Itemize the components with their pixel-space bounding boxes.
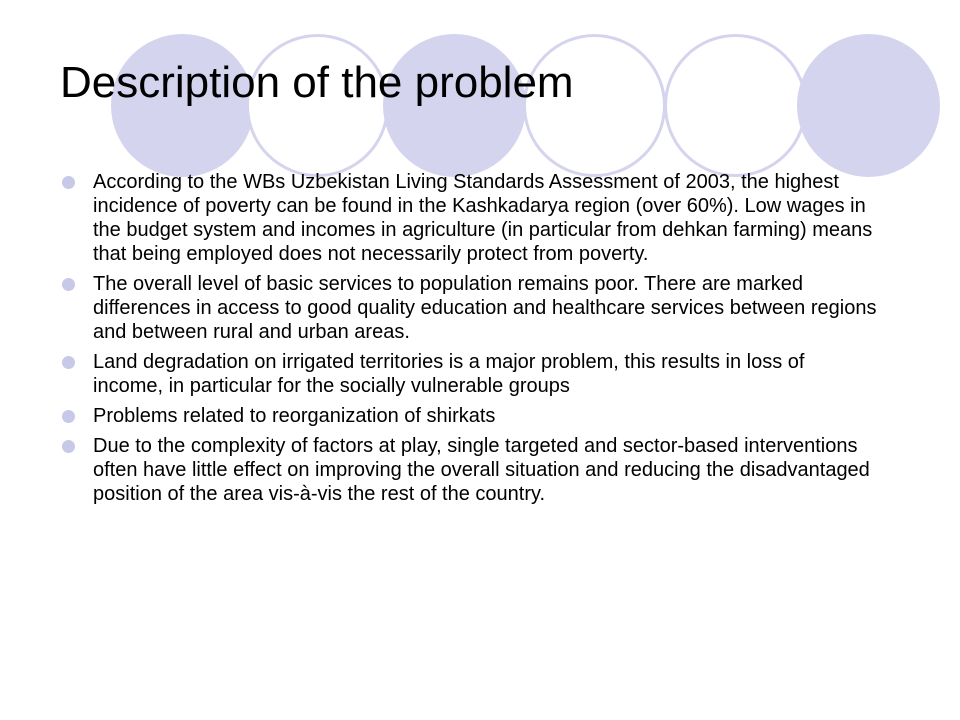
bullet-icon [62,278,75,291]
bullet-text: Land degradation on irrigated territories is a major problem, this results in loss of income, in particular for the socially vulnerable groups [93,351,805,397]
bullet-item [60,350,880,398]
bullet-text: Due to the complexity of factors at play, single targeted and sector-based interventions often have little effect on improving the overall situation and reducing the disadvantaged position of the area vis-à-vis the rest of the country. [93,435,870,505]
bullet-icon [62,176,75,189]
bullet-text: The overall level of basic services to population remains poor. There are marked differences in access to good quality education and healthcare services between regions and between rural and urban areas. [93,273,877,343]
slide-title: Description of the problem [60,58,574,107]
bullet-item [60,170,880,266]
bullet-item [60,272,880,344]
bullet-item [60,434,880,506]
bullet-item [60,404,880,428]
bullet-icon [62,410,75,423]
decorative-circle-ring [664,34,807,177]
bullet-icon [62,356,75,369]
bullet-text: According to the WBs Uzbekistan Living Standards Assessment of 2003, the highest incidence of poverty can be found in the Kashkadarya region (over 60%). Low wages in the budget system and incomes in agriculture (in particular from dehkan farming) means that being employed does not necessarily protect from poverty. [93,171,873,265]
bullet-text: Problems related to reorganization of shirkats [93,405,496,427]
bullet-list [60,170,880,512]
bullet-icon [62,440,75,453]
decorative-circle-filled [797,34,940,177]
